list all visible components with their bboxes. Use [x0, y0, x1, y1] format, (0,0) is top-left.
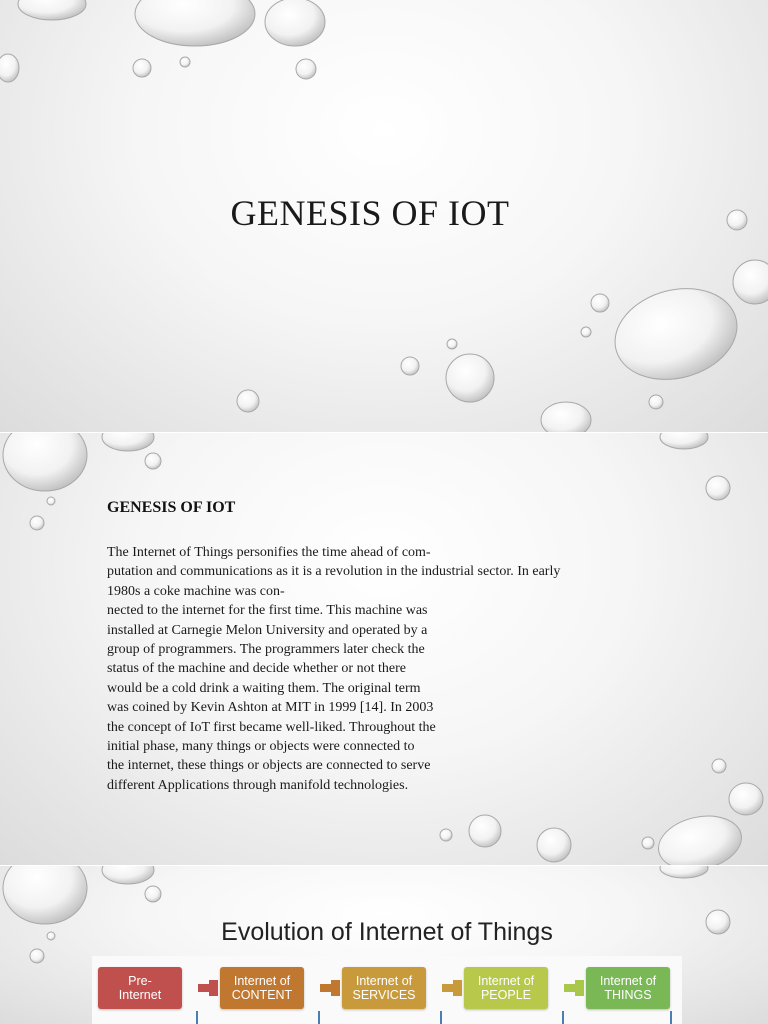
- evolution-diagram: [92, 956, 682, 1024]
- arrow-right-icon: [453, 980, 462, 996]
- stage-label: Internet of: [599, 974, 657, 988]
- slide-title: GENESIS OF IOT: [230, 193, 510, 233]
- body-line: different Applications through manifold technologies.: [107, 777, 409, 793]
- slide-body-text: [107, 543, 647, 795]
- body-line: status of the machine and decide whether or not there: [107, 661, 406, 677]
- stage-label: THINGS: [604, 988, 652, 1002]
- connector-line: [440, 1011, 442, 1024]
- slide-heading: GENESIS OF IOT: [107, 499, 236, 516]
- stage-label: SERVICES: [352, 988, 416, 1002]
- body-line: the concept of IoT first became well-liked. Throughout the: [107, 719, 436, 735]
- stage-internet-of-people: [464, 967, 548, 1009]
- body-line: would be a cold drink a waiting them. The original term: [107, 680, 421, 696]
- body-line: was coined by Kevin Ashton at MIT in 1999 [14]. In 2003: [107, 700, 434, 716]
- connector-line: [318, 1011, 320, 1024]
- arrow-right-icon: [209, 980, 218, 996]
- stage-internet-of-things: [586, 967, 670, 1009]
- connector-line: [670, 1011, 672, 1024]
- evolution-slide: [0, 866, 768, 1024]
- stage-label: Internet of: [233, 974, 291, 988]
- stage-pre-internet: [98, 967, 182, 1009]
- stage-label: Internet of: [355, 974, 413, 988]
- stage-label: Internet: [118, 988, 162, 1002]
- content-slide: [0, 433, 768, 865]
- body-line: The Internet of Things personifies the time ahead of com-: [107, 545, 431, 560]
- stage-label: PEOPLE: [480, 988, 531, 1002]
- arrow-right-icon: [331, 980, 340, 996]
- body-line: installed at Carnegie Melon University and operated by a: [107, 622, 428, 638]
- title-slide: [0, 0, 768, 432]
- body-line: putation and communications as it is a revolution in the industrial sector. In early: [107, 564, 561, 580]
- connector-line: [562, 1011, 564, 1024]
- body-line: the internet, these things or objects are connected to serve: [107, 758, 431, 774]
- arrow-right-icon: [575, 980, 584, 996]
- body-line: initial phase, many things or objects were connected to: [107, 739, 415, 755]
- stage-internet-of-services: [342, 967, 426, 1009]
- body-line: 1980s a coke machine was con-: [107, 583, 285, 599]
- diagram-title: Evolution of Internet of Things: [221, 918, 553, 946]
- body-line: group of programmers. The programmers later check the: [107, 642, 425, 658]
- stage-label: CONTENT: [231, 988, 293, 1002]
- stage-label: Internet of: [477, 974, 535, 988]
- stage-internet-of-content: [220, 967, 304, 1009]
- connector-line: [196, 1011, 198, 1024]
- stage-label: Pre-: [128, 974, 152, 988]
- body-line: nected to the internet for the first time. This machine was: [107, 603, 428, 619]
